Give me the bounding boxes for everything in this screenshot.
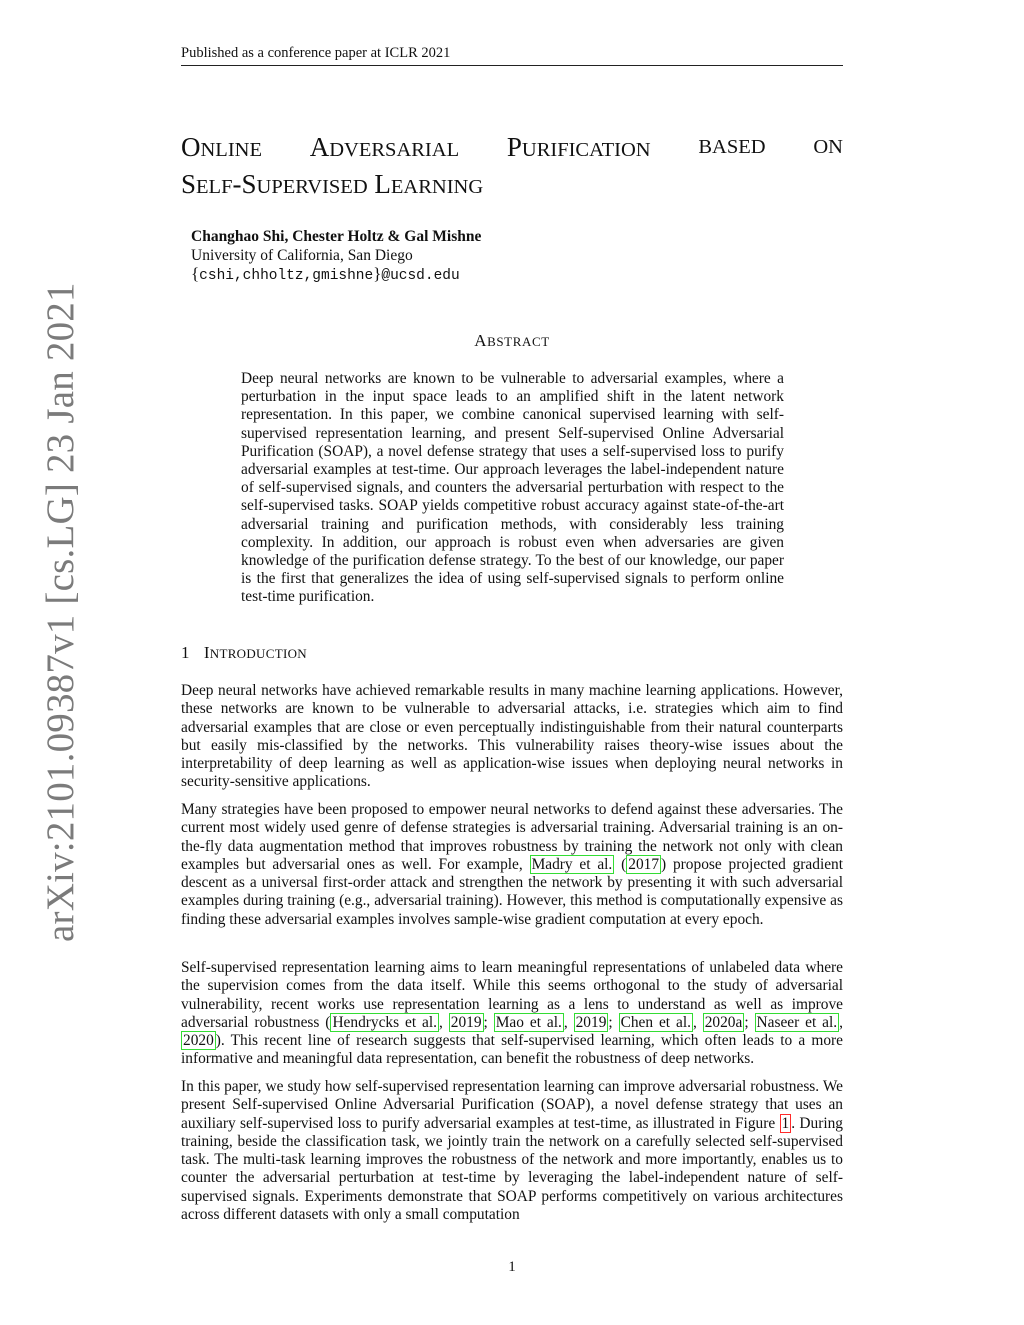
citation-chen[interactable]: Chen et al.: [620, 1013, 691, 1031]
title-word-purification: PURIFICATION: [506, 132, 651, 162]
citation-madry-year[interactable]: 2017: [628, 855, 660, 873]
intro-paragraph-1: Deep neural networks have achieved remarkable results in many machine learning applications. However, these networks are known to be vulnerable to adversarial attacks, i.e. strategies which aim to find adversarial examples that are close or even perceptually indistinguishable from their natural counterparts but easily mis-classified by the networks. This vulnerability raises theory-wise issues about the interpretability of deep learning as well as application-wise issues when deploying neural networks in security-sensitive applications.: [181, 682, 843, 791]
intro-paragraph-4: In this paper, we study how self-supervised representation learning can improve adversarial robustness. We present Self-supervised Online Adversarial Purification (SOAP), a novel defense strategy that uses an auxiliary self-supervised loss to purify adversarial examples at test-time, as illustrated in Figure 1 . During training, beside the classification task, we jointly train the network on a carefully selected self-supervised task. The multi-task learning improves the robustness of the network and more importantly, enables us to counter the adversarial perturbation at test-time by leveraging the label-independent nature of self-supervised signals. Experiments demonstrate that SOAP performs competitively on various architectures across different datasets with only a small computation: [181, 1078, 843, 1224]
title-word-online: ONLINE: [181, 132, 262, 162]
title-word-on: ON: [813, 136, 843, 158]
intro-paragraph-2: Many strategies have been proposed to empower neural networks to defend against these adversaries. The current most widely used genre of defense strategies is adversarial training. Adversarial training is an on-the-fly data augmentation method that improves robustness by training the network not only with clean examples but adversarial ones as well. For example, Madry et al. ( 2017 ) propose projected gradient descent as a universal first-order attack and strengthen the network by presenting it with such adversarial examples during training (e.g., adversarial training). However, this method is computationally expensive as finding these adversarial examples involves sample-wise gradient computation at every epoch.: [181, 801, 844, 928]
author-block: [191, 228, 481, 286]
running-header: Published as a conference paper at ICLR 2021: [181, 44, 843, 66]
author-names: Changhao Shi, Chester Holtz & Gal Mishne: [191, 228, 482, 245]
section-number: 1: [181, 643, 190, 662]
citation-mao-year[interactable]: 2019: [575, 1013, 607, 1031]
page-number: 1: [508, 1259, 516, 1275]
title-line-1: [181, 130, 843, 167]
intro-paragraph-3: Self-supervised representation learning aims to learn meaningful representations of unlabeled data where the supervision comes from the data itself. While this seems orthogonal to the study of adversarial vulnerability, recent works use representation learning as a lens to understand as well as improve adversarial robustness ( Hendrycks et al. , 2019 ; Mao et al. , 2019 ; Chen et al. , 2020a ; Naseer et al. , 2020 ). This recent line of research suggests that self-supervised learning, which often leads to a more informative and meaningful data representation, can benefit the robustness of deep networks.: [181, 959, 843, 1068]
paper-title: [181, 130, 843, 204]
title-word-based: BASED: [698, 136, 766, 158]
arxiv-stamp[interactable]: arXiv:2101.09387v1 [cs.LG] 23 Jan 2021: [39, 282, 82, 942]
affiliation: University of California, San Diego: [191, 246, 413, 264]
citation-chen-year[interactable]: 2020a: [704, 1013, 743, 1031]
citation-hendrycks[interactable]: Hendrycks et al.: [332, 1013, 437, 1031]
title-word-adversarial: ADVERSARIAL: [309, 132, 460, 162]
abstract-text: Deep neural networks are known to be vulnerable to adversarial examples, where a perturbation in the input space leads to an amplified shift in the latent network representation. In this paper, we combine canonical supervised learning with self-supervised representation learning, and present Self-supervised Online Adversarial Purification (SOAP), a novel defense strategy that uses a self-supervised loss to purify adversarial examples at test-time. Our approach leverages the label-independent nature of self-supervised signals, and counters the adversarial perturbation with respect to the self-supervised tasks. SOAP yields competitive robust accuracy against state-of-the-art adversarial training and purification methods, with considerably less training complexity. In addition, our approach is robust even when adversaries are given knowledge of the purification defense strategy. To the best of our knowledge, our paper is the first that generalizes the idea of using self-supervised signals to perform online test-time purification.: [241, 370, 784, 606]
title-line-2: SELF-SUPERVISED LEARNING: [181, 169, 484, 199]
citation-mao[interactable]: Mao et al.: [495, 1013, 562, 1031]
citation-madry[interactable]: Madry et al.: [531, 855, 613, 873]
citation-naseer[interactable]: Naseer et al.: [756, 1013, 838, 1031]
abstract-heading: ABSTRACT: [474, 331, 550, 350]
citation-hendrycks-year[interactable]: 2019: [450, 1013, 482, 1031]
section-heading-introduction: 1 INTRODUCTION: [181, 643, 307, 662]
figure-reference-1[interactable]: 1: [781, 1114, 790, 1132]
author-emails[interactable]: {cshi,chholtz,gmishne}@ucsd.edu: [191, 264, 460, 284]
citation-naseer-year[interactable]: 2020: [183, 1032, 214, 1050]
